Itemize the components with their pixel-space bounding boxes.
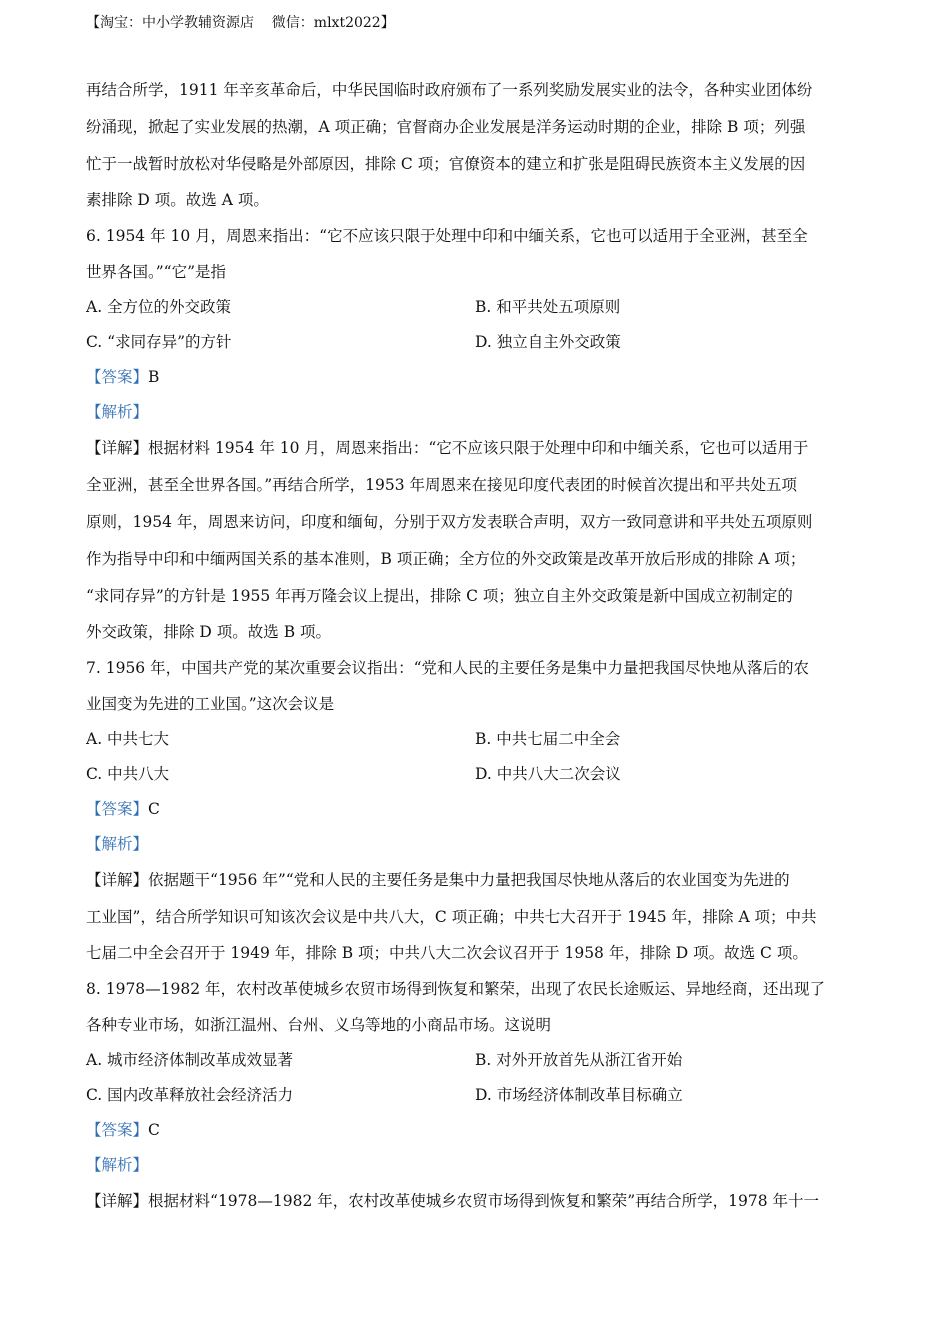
options-row — [86, 1043, 864, 1078]
page-header: 【淘宝：中小学教辅资源店 微信：mlxt2022】 — [86, 15, 395, 31]
text-line: 纷涌现，掀起了实业发展的热潮，A 项正确；官督商办企业发展是洋务运动时期的企业，排除 B 项；列强 — [86, 118, 806, 136]
option-d: D. 独立自主外交政策 — [475, 333, 621, 351]
question-stem: 7. 1956 年，中国共产党的某次重要会议指出：“党和人民的主要任务是集中力量把我国尽快地从落后的农 — [86, 659, 810, 677]
option-c: C. 中共八大 — [86, 765, 170, 783]
option-d: D. 中共八大二次会议 — [475, 765, 621, 783]
option-b: B. 和平共处五项原则 — [475, 298, 621, 316]
analysis-line — [86, 1148, 864, 1183]
question-stem: 8. 1978—1982 年，农村改革使城乡农贸市场得到恢复和繁荣，出现了农民长途贩运、异地经商，还出现了 — [86, 980, 826, 998]
answer-value: B — [148, 368, 160, 386]
detail-line: 工业国”，结合所学知识可知该次会议是中共八大，C 项正确；中共七大召开于 1945 年，排除 A 项；中共 — [86, 908, 817, 926]
question-8 — [86, 971, 864, 1220]
option-c: C. “求同存异”的方针 — [86, 333, 232, 351]
question-stem: 世界各国。”“它”是指 — [86, 263, 227, 281]
question-7 — [86, 650, 864, 971]
option-c: C. 国内改革释放社会经济活力 — [86, 1086, 294, 1104]
option-b: B. 对外开放首先从浙江省开始 — [475, 1051, 683, 1069]
detail-tag: 【详解】 — [86, 439, 149, 457]
analysis-line — [86, 827, 864, 862]
analysis-tag: 【解析】 — [86, 835, 149, 853]
text-line: 忙于一战暂时放松对华侵略是外部原因，排除 C 项；官僚资本的建立和扩张是阻碍民族资本主义发展的因 — [86, 155, 806, 173]
option-b: B. 中共七届二中全会 — [475, 730, 621, 748]
detail-line — [86, 1183, 864, 1220]
option-a: A. 城市经济体制改革成效显著 — [86, 1051, 294, 1069]
detail-line — [86, 430, 864, 467]
answer-tag: 【答案】 — [86, 368, 149, 386]
detail-text: 依据题干“1956 年”“党和人民的主要任务是集中力量把我国尽快地从落后的农业国变为先进的 — [148, 871, 790, 889]
detail-line: 原则，1954 年，周恩来访问，印度和缅甸，分别于双方发表联合声明，双方一致同意讲和平共处五项原则 — [86, 513, 813, 531]
detail-line — [86, 862, 864, 899]
answer-tag: 【答案】 — [86, 800, 149, 818]
detail-tag: 【详解】 — [86, 871, 149, 889]
answer-line — [86, 792, 864, 827]
options-row — [86, 325, 864, 360]
detail-line: 作为指导中印和中缅两国关系的基本准则，B 项正确；全方位的外交政策是改革开放后形成的排除 A 项； — [86, 550, 806, 568]
document-body — [86, 72, 864, 1220]
text-line: 再结合所学，1911 年辛亥革命后，中华民国临时政府颁布了一系列奖励发展实业的法令，各种实业团体纷 — [86, 81, 813, 99]
question-stem: 各种专业市场，如浙江温州、台州、义乌等地的小商品市场。这说明 — [86, 1016, 552, 1034]
previous-explanation — [86, 72, 864, 218]
option-a: A. 中共七大 — [86, 730, 170, 748]
options-row — [86, 722, 864, 757]
question-stem: 6. 1954 年 10 月，周恩来指出：“它不应该只限于处理中印和中缅关系，它也可以适用于全亚洲，甚至全 — [86, 227, 808, 245]
answer-tag: 【答案】 — [86, 1121, 149, 1139]
detail-text: 根据材料 1954 年 10 月，周恩来指出：“它不应该只限于处理中印和中缅关系，它也可以适用于 — [148, 439, 809, 457]
detail-text: 根据材料“1978—1982 年，农村改革使城乡农贸市场得到恢复和繁荣”再结合所学，1978 年十一 — [148, 1192, 820, 1210]
analysis-tag: 【解析】 — [86, 1156, 149, 1174]
analysis-line — [86, 395, 864, 430]
detail-line: 外交政策，排除 D 项。故选 B 项。 — [86, 623, 332, 641]
options-row — [86, 1078, 864, 1113]
detail-line: 七届二中全会召开于 1949 年，排除 B 项；中共八大二次会议召开于 1958 年，排除 D 项。故选 C 项。 — [86, 944, 808, 962]
option-a: A. 全方位的外交政策 — [86, 298, 232, 316]
detail-line: “求同存异”的方针是 1955 年再万隆会议上提出，排除 C 项；独立自主外交政策是新中国成立初制定的 — [86, 587, 793, 605]
analysis-tag: 【解析】 — [86, 403, 149, 421]
question-stem: 业国变为先进的工业国。”这次会议是 — [86, 695, 335, 713]
text-line: 素排除 D 项。故选 A 项。 — [86, 191, 269, 209]
answer-value: C — [148, 1121, 160, 1139]
option-d: D. 市场经济体制改革目标确立 — [475, 1086, 683, 1104]
options-row — [86, 290, 864, 325]
detail-tag: 【详解】 — [86, 1192, 149, 1210]
options-row — [86, 757, 864, 792]
detail-line: 全亚洲，甚至全世界各国。”再结合所学，1953 年周恩来在接见印度代表团的时候首次提出和平共处五项 — [86, 476, 798, 494]
answer-line — [86, 1113, 864, 1148]
answer-value: C — [148, 800, 160, 818]
question-6 — [86, 218, 864, 650]
answer-line — [86, 360, 864, 395]
